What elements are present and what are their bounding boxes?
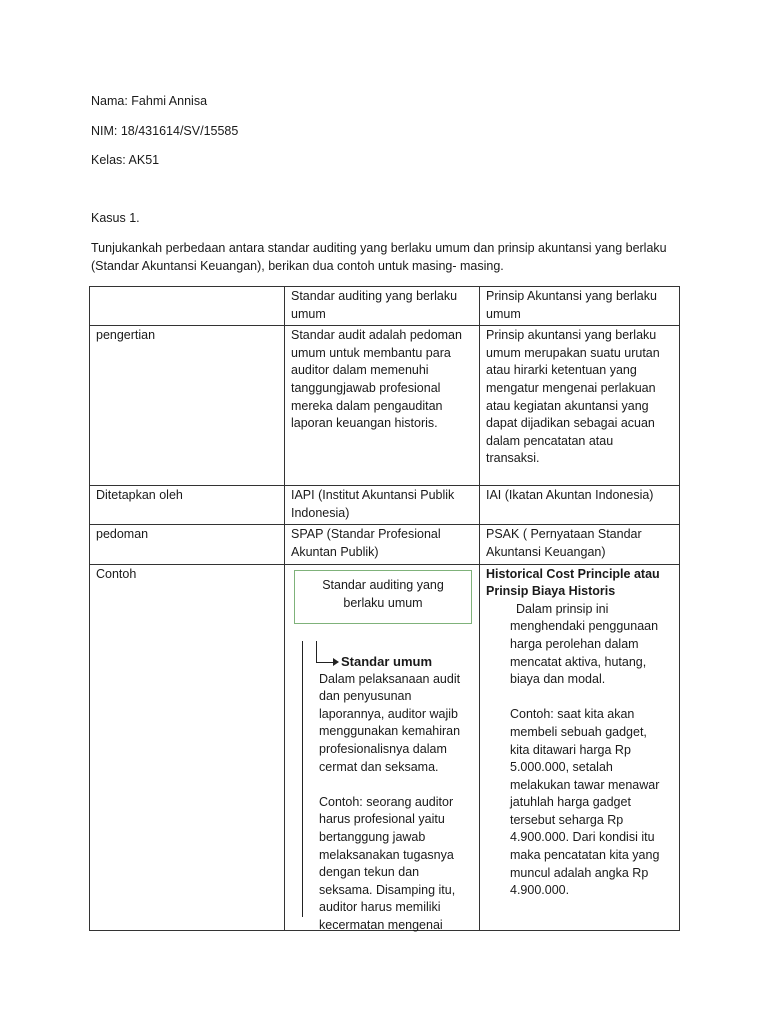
cell-pengertian-standar [285, 326, 480, 486]
cell-text: tersebut seharga Rp [510, 812, 624, 827]
diagram-box-text: Standar auditing yang [322, 577, 444, 592]
contoh-principle-description-cont [486, 618, 673, 900]
cell-text: SPAP (Standar Profesional [291, 527, 441, 542]
diagram-box-text: berlaku umum [343, 595, 423, 610]
question-line-2: (Standar Akuntansi Keuangan), berikan dua contoh untuk masing- masing. [91, 259, 504, 273]
table-row [90, 326, 680, 486]
cell-ditetapkan-standar [285, 486, 480, 525]
cell-text: Contoh: saat kita akan [510, 707, 635, 722]
row-label-contoh: Contoh [90, 564, 285, 930]
cell-text: bertanggung jawab [319, 829, 426, 844]
cell-text: biaya dan modal. [510, 672, 606, 687]
cell-text: 4.900.000. Dari kondisi itu [510, 830, 655, 845]
diagram-title: Standar umum [341, 653, 433, 669]
cell-text: mereka dalam pengauditan [291, 398, 443, 413]
cell-text: menghendaki penggunaan [510, 619, 659, 634]
cell-text: Standar audit adalah pedoman [291, 328, 462, 343]
header-standar-auditing [285, 287, 480, 326]
cell-text: kecermatan mengenai [319, 917, 443, 932]
cell-text: Indonesia) [291, 505, 350, 520]
cell-text: PSAK ( Pernyataan Standar [486, 527, 642, 542]
case-title: Kasus 1. [91, 211, 140, 225]
cell-text: Dalam prinsip ini [516, 601, 609, 616]
cell-text: transaksi. [486, 451, 540, 466]
header-text: Standar auditing yang berlaku [291, 289, 458, 303]
table-row [90, 525, 680, 564]
cell-pengertian-prinsip [480, 326, 680, 486]
student-class: Kelas: AK51 [91, 153, 160, 167]
cell-text: laporan keuangan historis. [291, 416, 438, 431]
cell-text: harus profesional yaitu [319, 812, 445, 827]
header-empty-cell [90, 287, 285, 326]
cell-text: seksama. Disamping itu, [319, 882, 456, 897]
cell-text: atau hirarki ketentuan yang [486, 363, 637, 378]
cell-text: membeli sebuah gadget, [510, 724, 647, 739]
cell-text: Historical Cost Principle atau [486, 566, 660, 581]
contoh-diagram [291, 565, 479, 932]
contoh-principle-title [486, 566, 673, 601]
cell-text: auditor harus memiliki [319, 900, 441, 915]
cell-text: Prinsip akuntansi yang berlaku [486, 328, 657, 343]
cell-text: menggunakan kemahiran [319, 724, 461, 739]
cell-pedoman-standar [285, 525, 480, 564]
cell-text: Dalam pelaksanaan audit [319, 671, 461, 686]
cell-contoh-prinsip [480, 564, 680, 930]
cell-ditetapkan-prinsip [480, 486, 680, 525]
cell-text: cermat dan seksama. [319, 759, 439, 774]
cell-text: dan penyusunan [319, 689, 412, 704]
table-row [90, 564, 680, 930]
contoh-principle-description [486, 601, 673, 619]
cell-text: mencatat aktiva, hutang, [510, 654, 647, 669]
diagram-connector-line [316, 641, 317, 662]
cell-text: kita ditawari harga Rp [510, 742, 631, 757]
header-text: Prinsip Akuntansi yang berlaku [486, 289, 657, 303]
header-text: umum [291, 306, 326, 321]
question-text [91, 239, 701, 275]
cell-text: tanggungjawab profesional [291, 380, 441, 395]
header-text: umum [486, 306, 521, 321]
diagram-connector-line [302, 641, 303, 917]
cell-text: jatuhlah harga gadget [510, 795, 631, 810]
table-header-row [90, 287, 680, 326]
cell-text: 5.000.000, setalah [510, 760, 613, 775]
cell-text: atau kegiatan akuntansi yang [486, 398, 649, 413]
row-label-pengertian: pengertian [90, 326, 285, 486]
row-label-ditetapkan: Ditetapkan oleh [90, 486, 285, 525]
cell-text: Akuntan Publik) [291, 544, 379, 559]
cell-text: umum untuk membantu para [291, 345, 451, 360]
row-label-pedoman: pedoman [90, 525, 285, 564]
cell-text: muncul adalah angka Rp [510, 865, 649, 880]
cell-text: mengatur mengenai perlakuan [486, 380, 656, 395]
cell-text: 4.900.000. [510, 883, 570, 898]
cell-text: IAI (Ikatan Akuntan Indonesia) [486, 488, 654, 503]
cell-text: dapat dijadikan sebagai acuan [486, 416, 655, 431]
diagram-description [319, 671, 460, 935]
cell-text: dalam pencatatan atau [486, 433, 614, 448]
cell-text: melakukan tawar menawar [510, 777, 660, 792]
diagram-box [294, 570, 472, 624]
cell-text: umum merupakan suatu urutan [486, 345, 660, 360]
cell-contoh-standar [285, 564, 480, 930]
cell-text: profesionalisnya dalam [319, 741, 447, 756]
student-nim: NIM: 18/431614/SV/15585 [91, 124, 239, 138]
cell-text: laporannya, auditor wajib [319, 706, 458, 721]
arrow-right-icon [333, 658, 339, 666]
cell-text: Akuntansi Keuangan) [486, 544, 606, 559]
cell-text: Contoh: seorang auditor [319, 794, 454, 809]
cell-pedoman-prinsip [480, 525, 680, 564]
cell-text: harga perolehan dalam [510, 636, 639, 651]
student-name: Nama: Fahmi Annisa [91, 94, 208, 108]
cell-text: auditor dalam memenuhi [291, 363, 429, 378]
table-row [90, 486, 680, 525]
cell-text: maka pencatatan kita yang [510, 848, 660, 863]
cell-text: melaksanakan tugasnya [319, 847, 454, 862]
header-prinsip-akuntansi [480, 287, 680, 326]
cell-text: dengan tekun dan [319, 865, 420, 880]
comparison-table [89, 286, 680, 931]
question-line-1: Tunjukankah perbedaan antara standar auditing yang berlaku umum dan prinsip akuntansi yang berlaku [91, 241, 667, 255]
cell-text: IAPI (Institut Akuntansi Publik [291, 488, 455, 503]
cell-text: Prinsip Biaya Historis [486, 584, 616, 599]
